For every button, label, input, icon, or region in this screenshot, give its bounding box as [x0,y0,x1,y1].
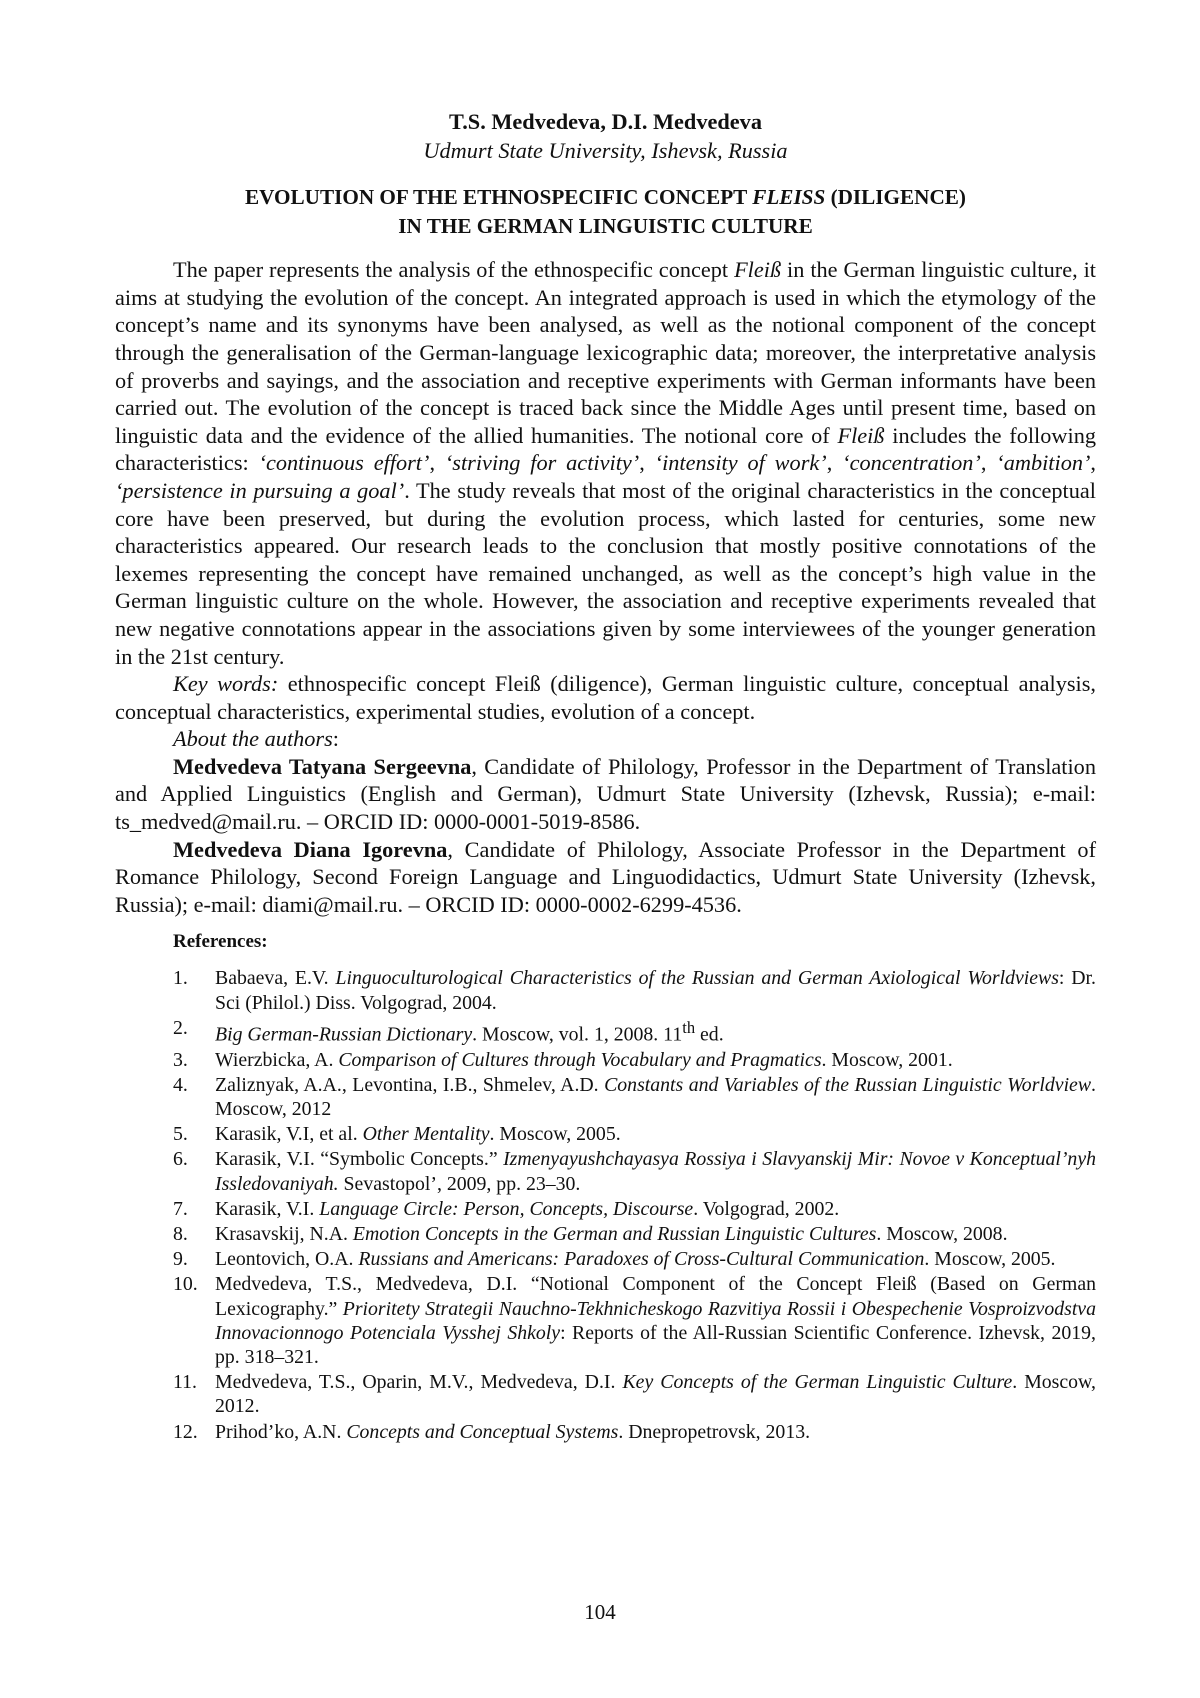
italic-text: ‘ambition’ [996,450,1091,476]
text-run: . Moscow, vol. 1, 2008. 11 [472,1023,683,1046]
reference-item [115,1272,1096,1369]
text-run: : Dr. Sci (Philol.) Diss. Volgograd, 2004. [215,967,1096,1014]
text-run: Prihod’ko, A.N. [215,1420,347,1443]
reference-item [115,1122,1096,1146]
text-run: Medvedeva, T.S., Oparin, M.V., Medvedeva, D.I. [215,1371,623,1394]
references-list [115,966,1096,1443]
text-run: . The study reveals that most of the original characteristics in the conceptual core have been preserved, but during the evolution process, which lasted for centuries, some new characteristics appeared. Our research leads to the conclusion that mostly positive connotations of the lexemes representing the concept have remained unchanged, as well as the concept’s high value in the German linguistic culture on the whole. However, the association and receptive experiments revealed that new negative connotations appear in the associations given by some interviewees of the younger generation in the 21st century. [115,477,1096,669]
text-run: Leontovich, O.A. [215,1248,359,1271]
reference-item [115,1222,1096,1246]
text-run: . Moscow, 2001. [821,1048,953,1071]
text-run: Krasavskij, N.A. [215,1223,353,1246]
italic-text: ‘striving for activity’ [444,450,640,476]
text-run: . Volgograd, 2002. [693,1197,840,1220]
text-run: . Moscow, 2005. [924,1248,1056,1271]
italic-text: Emotion Concepts in the German and Russian Linguistic Cultures [352,1223,877,1246]
text-run: Medvedeva, T.S., Medvedeva, D.I. “Notional Component of the Concept Fleiß (Based on German Lexicography.” [215,1273,1096,1320]
text-run: , [639,450,655,476]
italic-text: Russians and Americans: Paradoxes of Cross-Cultural Communication [358,1248,925,1271]
superscript-text: th [682,1017,696,1037]
author-name: Medvedeva Diana Igorevna [173,836,448,862]
reference-item [115,1147,1096,1195]
italic-text: Concepts and Conceptual Systems [346,1420,619,1443]
italic-text: Izmenyayushchayasya Rossiya i Slavyanskij Mir: Novoe v Konceptual’nyh Issledovaniyah. [215,1148,1096,1195]
italic-text: ‘concentration’ [842,450,981,476]
italic-text: Prioritety Strategii Nauchno-Tekhnicheskogo Razvitiya Rossii i Obespechenie Vosproizvodstva Innovacionnogo Potenciala Vysshej Shkoly [215,1297,1096,1344]
reference-number: 1. [173,967,188,990]
author-name: Medvedeva Tatyana Sergeevna [173,753,472,779]
text-run: in the German linguistic culture, it aims at studying the evolution of the concept. An integrated approach is used in which the etymology of the concept’s name and its synonyms have been analysed, as well as the notional component of the concept through the generalisation of the German-language lexicographic data; moreover, the interpretative analysis of proverbs and sayings, and the association and receptive experiments with German informants have been carried out. The evolution of the concept is traced back since the Middle Ages until present time, based on linguistic data and the evidence of the allied humanities. The notional core of [115,257,1096,448]
title-line-2: IN THE GERMAN LINGUISTIC CULTURE [398,213,813,238]
reference-number: 11. [173,1371,197,1394]
text-run: Babaeva, E.V. [215,967,336,990]
italic-text: ‘intensity of work’ [654,450,827,476]
title-text: (DILIGENCE) [825,185,966,209]
italic-text: Other Mentality [362,1123,490,1146]
italic-text: Big German-Russian Dictionary [215,1023,473,1046]
keywords [115,670,1096,725]
text-run: Sevastopol’, 2009, pp. 23–30. [338,1172,581,1195]
reference-number: 7. [173,1197,188,1220]
references-heading: References: [173,931,268,953]
text-run: . Moscow, 2005. [489,1123,621,1146]
reference-item [115,1197,1096,1221]
reference-number: 2. [173,1016,188,1039]
title-line-1 [115,183,1096,212]
author-details: , Candidate of Philology, Associate Professor in the Department of Romance Philology, Second Foreign Language and Linguodidactics, Udmurt State University (Izhevsk, Russia); e-mail: diami@mail.ru. – ORCID ID: 0000-0002-6299-4536. [115,836,1096,917]
text-run: includes the following characteristics: [115,422,1096,476]
abstract [115,256,1096,670]
reference-number: 4. [173,1073,188,1096]
italic-text: Comparison of Cultures through Vocabulary and Pragmatics [338,1048,822,1071]
reference-item [115,1048,1096,1072]
reference-number: 9. [173,1248,188,1271]
author-bio [115,753,1096,836]
reference-item [115,1370,1096,1418]
keywords-text: ethnospecific concept Fleiß (diligence), German linguistic culture, conceptual analysis, conceptual characteristics, experimental studies, evolution of a concept. [115,671,1096,724]
reference-item [115,1420,1096,1444]
reference-item [115,1073,1096,1121]
reference-number: 12. [173,1420,198,1443]
text-run: , [429,450,445,476]
title-text: EVOLUTION OF THE ETHNOSPECIFIC CONCEPT [245,185,753,209]
italic-text: ‘continuous effort’ [258,450,430,476]
italic-text: Fleiß [837,422,885,448]
text-run: Karasik, V.I. “Symbolic Concepts.” [215,1148,504,1171]
italic-text: Constants and Variables of the Russian Linguistic Worldview [604,1073,1092,1096]
italic-text: ‘persistence in pursuing a goal’ [115,477,405,503]
text-run: , [826,450,843,476]
reference-number: 5. [173,1123,188,1146]
reference-item [115,1016,1096,1047]
affiliation: Udmurt State University, Ishevsk, Russia [423,138,788,163]
author-details: , Candidate of Philology, Professor in the Department of Translation and Applied Linguistics (English and German), Udmurt State University (Izhevsk, Russia); e-mail: ts_medved@mail.ru. – ORCID ID: 0000-0001-5019-8586. [115,753,1096,835]
paper-title [115,183,1096,240]
reference-number: 3. [173,1048,188,1071]
text-run: ed. [695,1023,724,1046]
italic-text: Linguoculturological Characteristics of the Russian and German Axiological Worldviews [335,967,1059,990]
page-number: 104 [584,1600,616,1624]
text-run: . Moscow, 2012. [215,1371,1096,1418]
text-run: . Dnepropetrovsk, 2013. [618,1420,811,1443]
title-concept: FLEISS [752,185,826,209]
italic-text: Language Circle: Person, Concepts, Discourse [319,1197,694,1220]
reference-number: 8. [173,1223,188,1246]
author-bio [115,836,1096,919]
text-run: , [980,450,997,476]
reference-number: 10. [173,1273,198,1296]
text-run: . Moscow, 2008. [876,1223,1008,1246]
text-run: Karasik, V.I, et al. [215,1123,363,1146]
about-colon: : [332,726,339,752]
reference-number: 6. [173,1148,188,1171]
italic-text: Fleiß [734,257,782,283]
about-label: About the authors [173,726,333,752]
text-run: Zaliznyak, A.A., Levontina, I.B., Shmelev, A.D. [215,1073,605,1096]
text-run: The paper represents the analysis of the ethnospecific concept [173,257,735,283]
text-run: , [1090,450,1096,476]
text-run: Karasik, V.I. [215,1197,320,1220]
reference-item [115,966,1096,1014]
authors: T.S. Medvedeva, D.I. Medvedeva [449,109,762,134]
text-run: : Reports of the All-Russian Scientific Conference. Izhevsk, 2019, pp. 318–321. [215,1321,1096,1369]
italic-text: Key Concepts of the German Linguistic Culture [622,1371,1013,1394]
text-run: . Moscow, 2012 [215,1073,1096,1121]
about-authors-heading [115,725,1096,753]
text-run: Wierzbicka, A. [215,1048,339,1071]
reference-item [115,1247,1096,1271]
keywords-label: Key words: [173,671,279,697]
